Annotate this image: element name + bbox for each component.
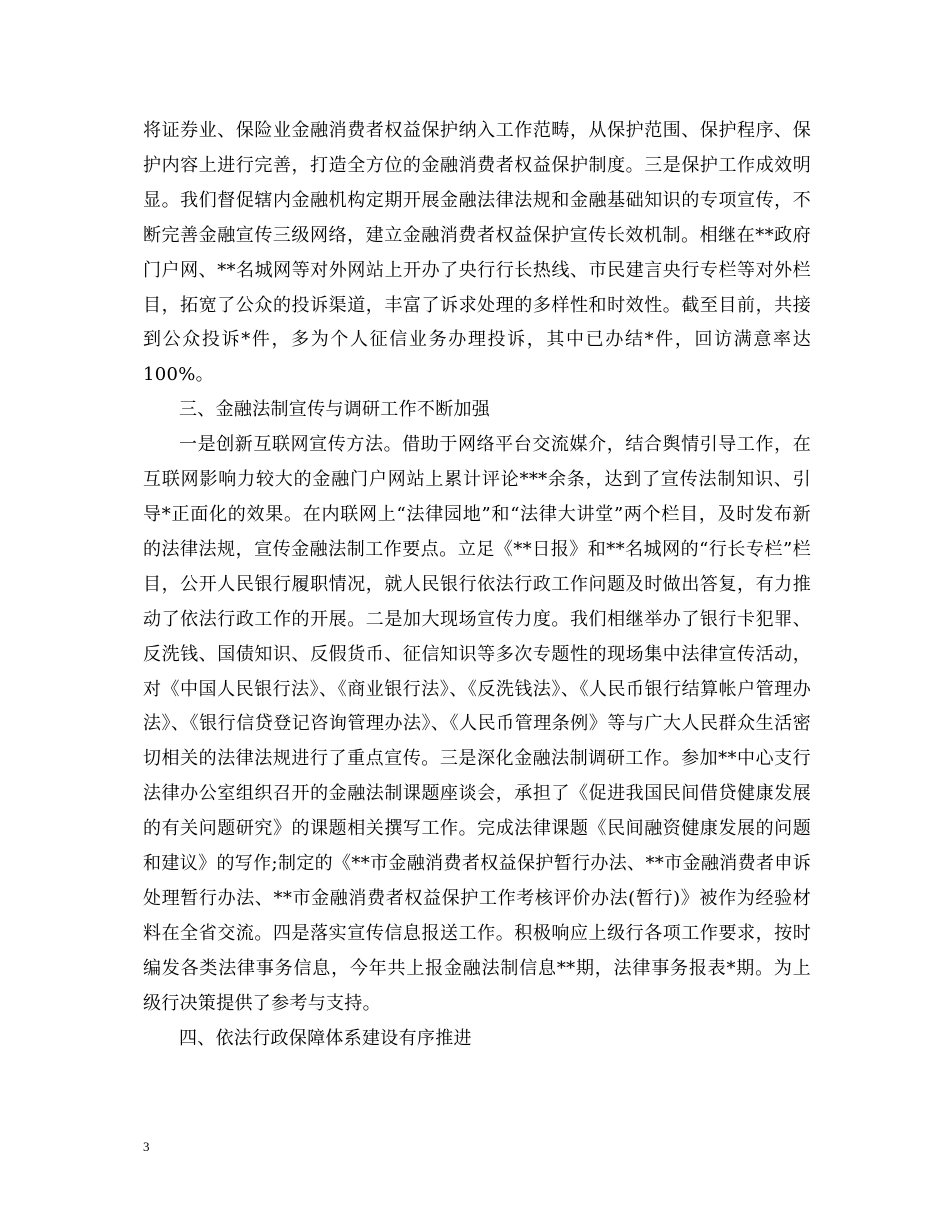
paragraph-section-3: 一是创新互联网宣传方法。借助于网络平台交流媒介，结合舆情引导工作，在互联网影响力较大的金融门户网站上累计评论***余条，达到了宣传法制知识、引导*正面化的效果。在内联网上“法律园地”和“法律大讲堂”两个栏目，及时发布新的法律法规，宣传金融法制工作要点。立足《**日报》和**名城网的“行长专栏”栏目，公开人民银行履职情况，就人民银行依法行政工作问题及时做出答复，有力推动了依法行政工作的开展。二是加大现场宣传力度。我们相继举办了银行卡犯罪、反洗钱、国债知识、反假货币、征信知识等多次专题性的现场集中法律宣传活动，对《中国人民银行法》、《商业银行法》、《反洗钱法》、《人民币银行结算帐户管理办法》、《银行信贷登记咨询管理办法》、《人民币管理条例》等与广大人民群众生活密切相关的法律法规进行了重点宣传。三是深化金融法制调研工作。参加**中心支行法律办公室组织召开的金融法制课题座谈会，承担了《促进我国民间借贷健康发展的有关问题研究》的课题相关撰写工作。完成法律课题《民间融资健康发展的问题和建议》的写作;制定的《**市金融消费者权益保护暂行办法、**市金融消费者申诉处理暂行办法、**市金融消费者权益保护工作考核评价办法(暂行)》被作为经验材料在全省交流。四是落实宣传信息报送工作。积极响应上级行各项工作要求，按时编发各类法律事务信息，今年共上报金融法制信息**期，法律事务报表*期。为上级行决策提供了参考与支持。 xyxy=(143,434,811,1014)
page-number: 3 xyxy=(143,1139,150,1154)
paragraph-continuation: 将证券业、保险业金融消费者权益保护纳入工作范畴，从保护范围、保护程序、保护内容上进行完善，打造全方位的金融消费者权益保护制度。三是保护工作成效明显。我们督促辖内金融机构定期开展金融法律法规和金融基础知识的专项宣传，不断完善金融宣传三级网络，建立金融消费者权益保护宣传长效机制。相继在**政府门户网、**名城网等对外网站上开办了央行行长热线、市民建言央行专栏等对外栏目，拓宽了公众的投诉渠道，丰富了诉求处理的多样性和时效性。截至目前，共接到公众投诉*件，多为个人征信业务办理投诉，其中已办结*件，回访满意率达100%。 xyxy=(143,120,811,386)
section-heading-4: 四、依法行政保障体系建设有序推进 xyxy=(179,1027,472,1049)
section-heading-3: 三、金融法制宣传与调研工作不断加强 xyxy=(179,399,491,421)
document-body xyxy=(143,114,811,1056)
